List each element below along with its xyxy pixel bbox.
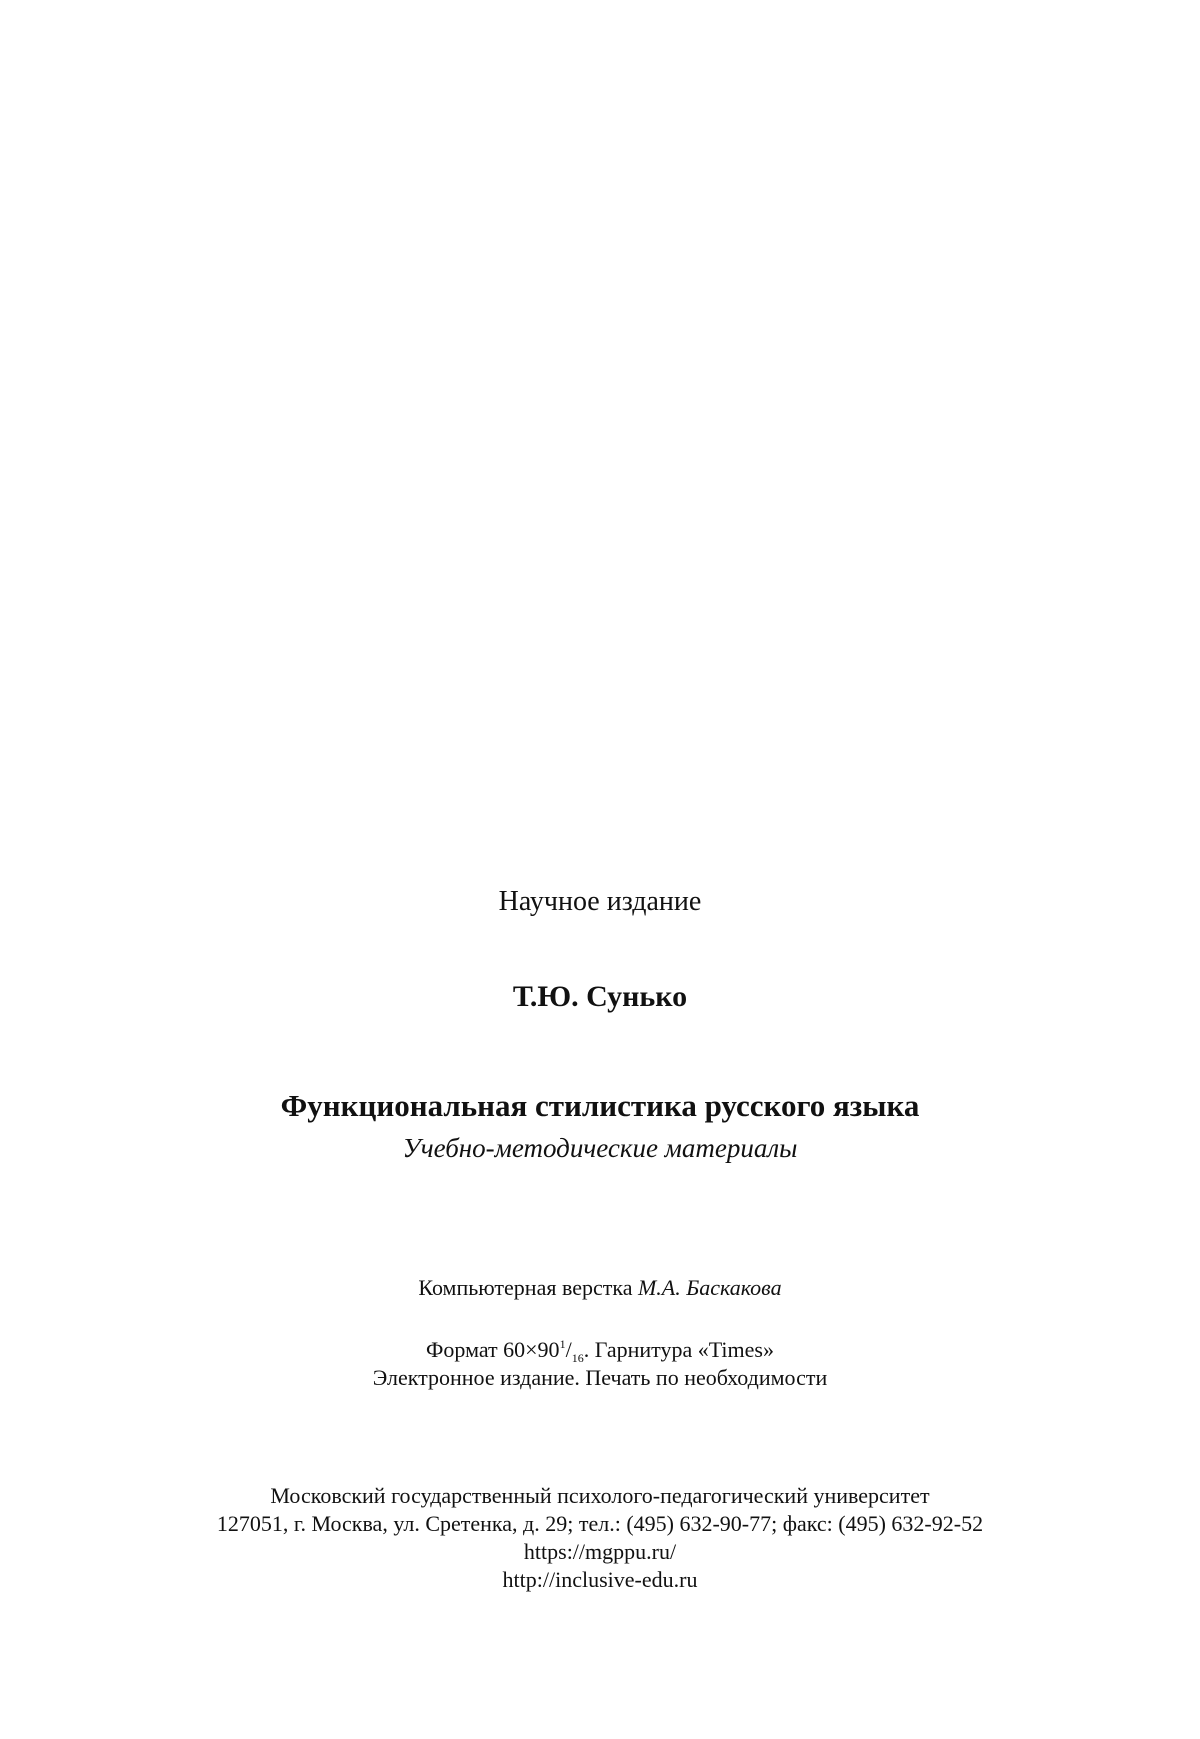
edition-type: Научное издание [498,886,702,917]
format-fraction-slash: / [565,1337,572,1362]
author-name: Т.Ю. Сунько [512,980,688,1013]
publisher-name: Московский государственный психолого-педагогический университет [270,1483,930,1508]
format-prefix: Формат 60×90 [426,1337,560,1362]
print-info: Электронное издание. Печать по необходимости [372,1365,828,1390]
format-line [0,1337,1200,1363]
layout-person: М.А. Баскакова [637,1275,782,1300]
format-fraction-denominator: 16 [571,1351,584,1365]
publisher-address: 127051, г. Москва, ул. Сретенка, д. 29; тел.: (495) 632-90-77; факс: (495) 632-92-52 [216,1511,984,1536]
inclusive-website-link[interactable]: http://inclusive-edu.ru [502,1567,698,1592]
book-subtitle: Учебно-методические материалы [402,1133,798,1163]
format-fraction-numerator: 1 [559,1337,566,1351]
format-suffix: . Гарнитура «Times» [583,1337,774,1362]
publisher-website-link[interactable]: https://mgppu.ru/ [523,1539,677,1564]
layout-label: Компьютерная верстка [418,1275,633,1300]
book-title: Функциональная стилистика русского языка [280,1088,920,1123]
layout-credit [0,1275,1200,1301]
